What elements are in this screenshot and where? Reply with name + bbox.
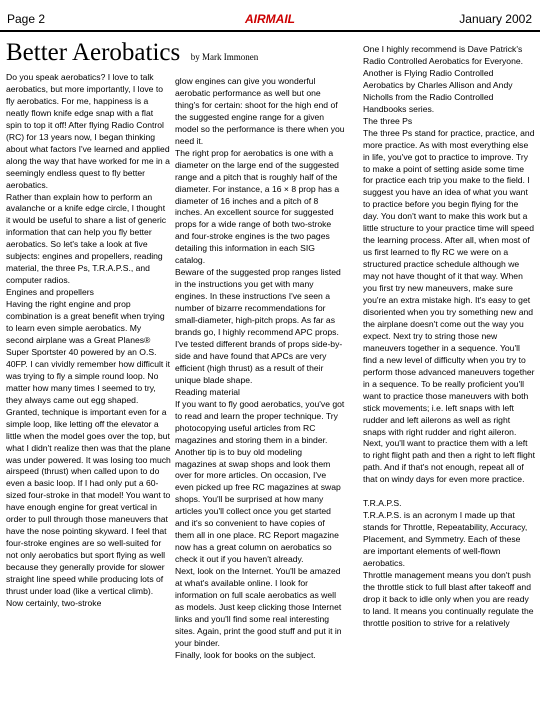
article-title: Better Aerobatics <box>6 39 181 66</box>
page-number: Page 2 <box>7 12 46 26</box>
header-divider <box>0 30 540 32</box>
publication-title: AIRMAIL <box>245 12 295 26</box>
issue-date: January 2002 <box>459 12 532 26</box>
text-column-2: glow engines can give you wonderful aerobatic performance as well but one thing's for certain: shoot for the high end of the suggested engine range for a given model so the performance is there when you need it. The right prop for aerobatics is one with a diameter on the large end of the suggested range and a pitch that is roughly half of the diameter. For instance, a 16 × 8 prop has a diameter of 16 inches and a pitch of 8 inches. An excellent source for suggested props for a wide range of both two-stroke and four-stroke engines is the two pages detailing this information in each SIG catalog. Beware of the suggested prop ranges listed in the instructions you get with many engines. In these instructions I've seen a number of bizarre recommendations for small-diameter, high-pitch props. As far as brands go, I highly recommend APC props. I've tested different brands of props side-by-side and have found that APCs are very efficient (high thrust) as a result of their unique blade shape. Reading material If you want to fly good aerobatics, you've got to read and learn the proper technique. Try photocopying useful articles from RC magazines and storing them in a binder. Another tip is to buy old modeling magazines at swap shops and look them over for more articles. On occasion, I've even picked up free RC magazines at swap shops. You'll be surprised at how many articles you'll collect once you get started and it's so convenient to have copies of them all in one place. RC Report magazine now has a great column on aerobatics so check it out if you haven't already. Next, look on the Internet. You'll be amazed at what's available online. I look for information on full scale aerobatics as well as models. Just keep clicking those Internet links and you'll find some real interesting sites. Again, print the good stuff and put it in your binder. Finally, look for books on the subject. <box>175 76 345 660</box>
article-byline: by Mark Immonen <box>190 52 259 62</box>
text-column-1: Do you speak aerobatics? I love to talk aerobatics, but more importantly, I love to fly aerobatics. For me, happiness is a neatly flown knife edge snap with a flat spin to top it off! After flying Radio Control (RC) for 13 years now, I began thinking about what factors I've learned and applied along the way that have worked for me in a seemingly endless quest to fly better aerobatics. Rather than explain how to perform an avalanche or a knife edge circle, I thought it would be useful to share a list of generic information that can help you fly better aerobatics. So let's take a look at five subjects: engines and propellers, reading material, the three Ps, T.R.A.P.S., and computer radios. Engines and propellers Having the right engine and prop combination is a great benefit when trying to learn even simple aerobatics. My second airplane was a Great Planes® Super Sportster 40 powered by an O.S. 40FP. I can vividly remember how difficult it was trying to fly a simple round loop. No matter how many times I seemed to try, they always came out egg shaped. Granted, technique is important even for a simple loop, like letting off the elevator a little when the model goes over the top, but what I didn't realize then was that the plane was under powered. It was losing too much airspeed (thrust) when called upon to do even a basic loop. If I had only put a 60-sized four-stroke in that model! You want to have enough engine for great vertical in order to pull through those maneuvers that have the nose pointing skyward. I feel that four-stroke engines are so well-suited for not only aerobatics but sport flying as well because they generally provide for slower straight line speed while producing lots of thrust under load (like a vertical climb). Now certainly, two-stroke <box>6 72 171 608</box>
article-heading <box>6 38 346 68</box>
text-column-3: One I highly recommend is Dave Patrick's Radio Controlled Aerobatics for Everyone. Another is Flying Radio Controlled Aerobatics by Charles Allison and Andy Nicholls from the Radio Controlled Handbooks series. The three Ps The three Ps stand for practice, practice, and more practice. As with most everything else in life, you've got to practice to improve. Try to make a point of setting aside some time for practice each trip you make to the field. I suggest you have an idea of what you want to practice before you begin flying for the day. You don't want to make this work but a little structure to your practice time will speed the learning process. After all, when most of us first learned to fly RC we were on a structured practice schedule although we may not have thought of it that way. When you first try new maneuvers, make sure you're an extra mistake high. It's easy to get disoriented when you try something new and the airplane doesn't come out the way you expect. Next try to string those new maneuvers together in a sequence. You'll find a new level of difficulty when you try to perform those advanced maneuvers together in a sequence. To be really proficient you'll want to practice those maneuvers with both stick movements; i.e. left snaps with left rudder and left ailerons as well as right snaps with right rudder and right aileron. Next, you'll want to practice them with a left to right flight path and then a right to left flight path. And if that's not enough, repeat all of that on windy days for even more practice. T.R.A.P.S. T.R.A.P.S. is an acronym I made up that stands for Throttle, Repeatability, Accuracy, Placement, and Symmetry. Each of these are important elements of well-flown aerobatics. Throttle management means you don't push the throttle stick to full blast after takeoff and drop it back to idle only when you are ready to land. It means you continually regulate the throttle position to strive for a relatively <box>363 44 535 628</box>
